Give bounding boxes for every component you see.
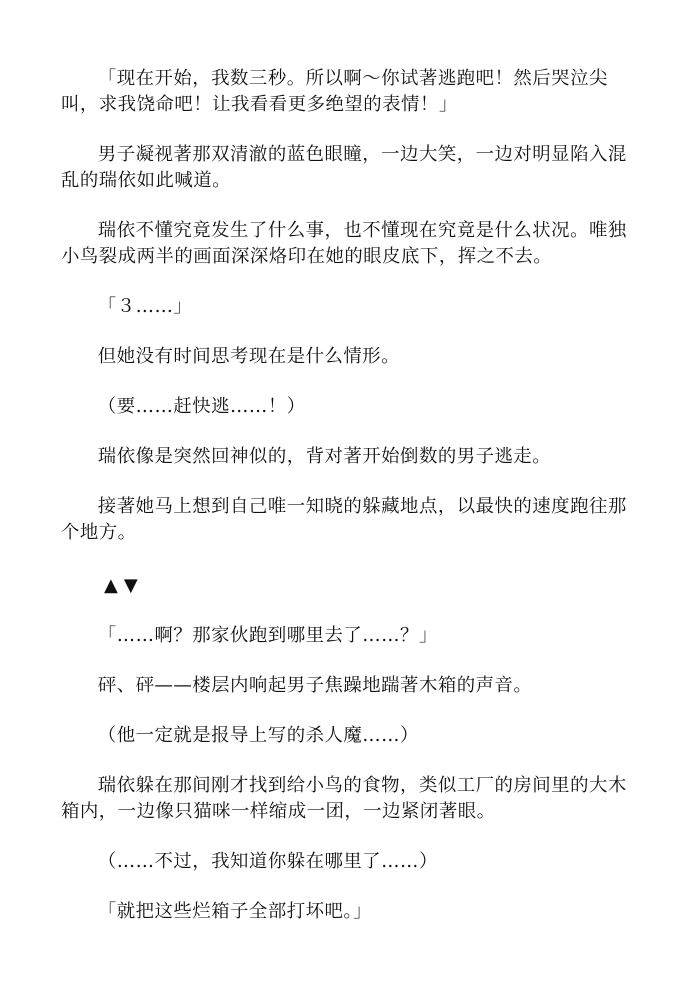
scene-break-divider: ▲▼ xyxy=(104,575,144,596)
paragraph: 「现在开始，我数三秒。所以啊～你试著逃跑吧！然后哭泣尖叫，求我饶命吧！让我看看更多绝望的表情！」 xyxy=(61,68,608,115)
paragraph: 接著她马上想到自己唯一知晓的躲藏地点，以最快的速度跑往那个地方。 xyxy=(61,496,627,543)
paragraph: （……不过，我知道你躲在哪里了……） xyxy=(97,851,438,872)
paragraph: 瑞依不懂究竟发生了什么事，也不懂现在究竟是什么状况。唯独小鸟裂成两半的画面深深烙印在她的眼皮底下，挥之不去。 xyxy=(61,220,627,267)
paragraph: （他一定就是报导上写的杀人魔……） xyxy=(97,725,419,746)
paragraph: 「就把这些烂箱子全部打坏吧。」 xyxy=(97,901,372,922)
paragraph: 男子凝视著那双清澈的蓝色眼瞳，一边大笑，一边对明显陷入混乱的瑞依如此喊道。 xyxy=(61,144,627,191)
paragraph: 瑞依像是突然回神似的，背对著开始倒数的男子逃走。 xyxy=(97,446,552,467)
paragraph: 砰、砰——楼层内响起男子焦躁地踹著木箱的声音。 xyxy=(97,675,533,696)
paragraph: 瑞依躲在那间刚才找到给小鸟的食物，类似工厂的房间里的大木箱内，一边像只猫咪一样缩成一团，一边紧闭著眼。 xyxy=(61,775,627,822)
paragraph: 但她没有时间思考现在是什么情形。 xyxy=(97,346,401,367)
paragraph: （要……赶快逃……！） xyxy=(97,396,306,417)
paragraph: 「３……」 xyxy=(97,296,193,317)
paragraph: 「……啊？那家伙跑到哪里去了……？」 xyxy=(97,625,438,646)
